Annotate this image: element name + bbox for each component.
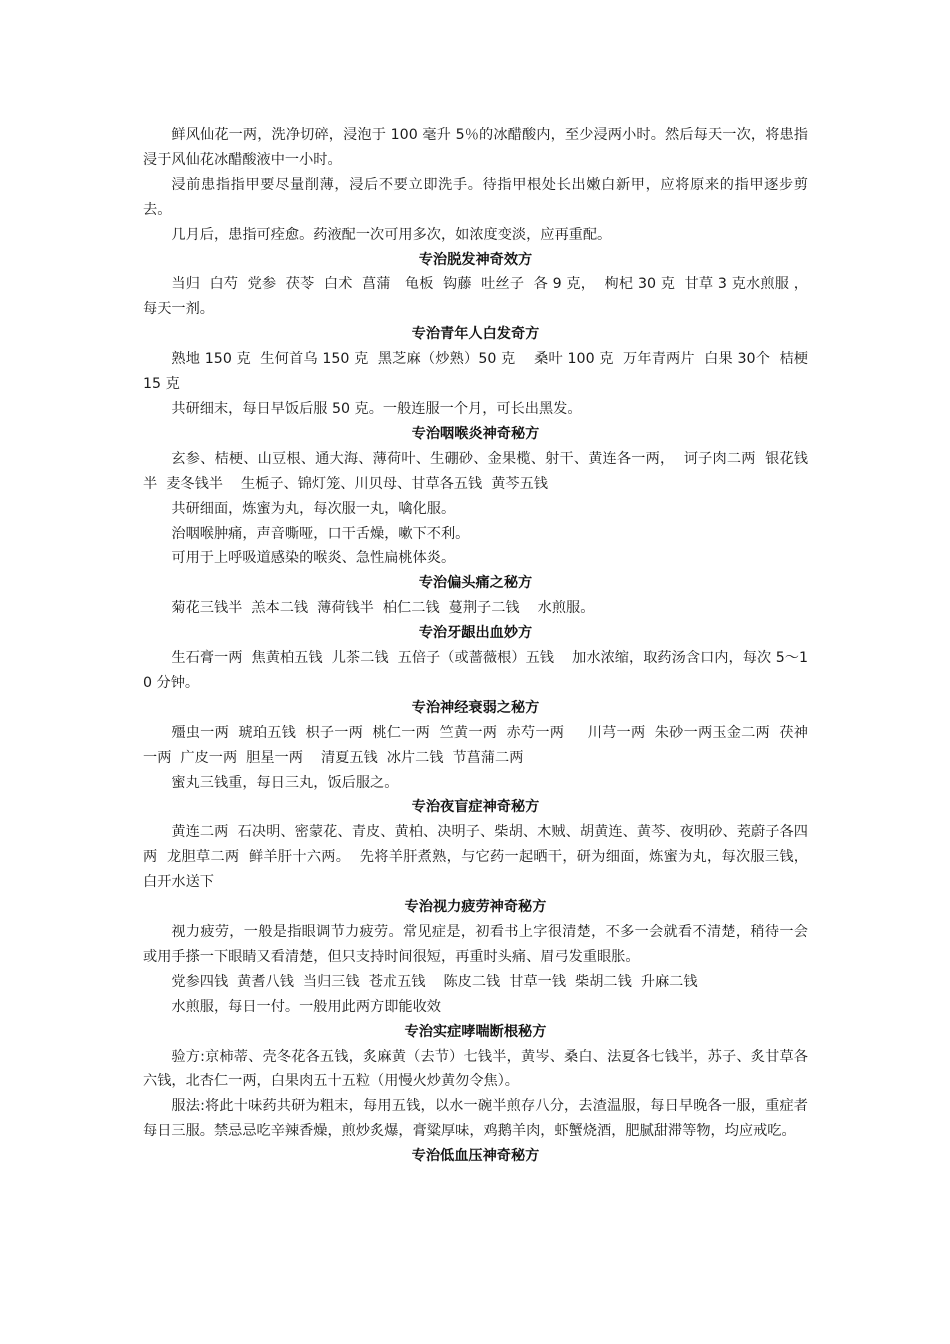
paragraph: 服法:将此十味药共研为粗末，每用五钱，以水一碗半煎存八分，去渣温服，每日早晚各一服，重症者每日三服。禁忌忌吃辛辣香燥，煎炒炙爆，膏粱厚味，鸡鹅羊肉，虾蟹烧酒，肥腻甜滞等物，均应戒吃。: [143, 1098, 808, 1140]
paragraph: 菊花三钱半 羔本二钱 薄荷钱半 柏仁二钱 蔓荆子二钱 水煎服。: [171, 600, 595, 617]
section-heading: 专治咽喉炎神奇秘方: [411, 425, 540, 442]
paragraph: 熟地 150 克 生何首乌 150 克 黑芝麻（炒熟）50 克 桑叶 100 克 万年青两片 白果 30个 桔梗 15 克: [143, 351, 813, 393]
paragraph: 视力疲劳，一般是指眼调节力疲劳。常见症是，初看书上字很清楚，不多一会就看不清楚，稍待一会或用手搽一下眼睛又看清楚，但只支持时间很短，再重时头痛、眉弓发重眼胀。: [143, 924, 808, 965]
section-heading: 专治视力疲劳神奇秘方: [404, 899, 547, 916]
paragraph: 当归 白芍 党参 茯苓 白术 菖蒲 龟板 钩藤 吐丝子 各 9 克， 枸杞 30 克 甘草 3 克水煎服 ，每天一剂。: [143, 276, 808, 318]
document-body: [143, 123, 813, 1169]
paragraph: 浸前患指指甲要尽量削薄，浸后不要立即洗手。待指甲根处长出嫩白新甲，应将原来的指甲逐步剪去。: [143, 176, 808, 218]
section-heading: 专治夜盲症神奇秘方: [411, 799, 540, 816]
paragraph: 党参四钱 黄耆八钱 当归三钱 苍朮五钱 陈皮二钱 甘草一钱 柴胡二钱 升麻二钱: [171, 973, 698, 990]
paragraph: 生石膏一两 焦黄柏五钱 儿茶二钱 五倍子（或蔷薇根）五钱 加水浓缩，取药汤含口内，每次 5～10 分钟。: [143, 650, 808, 691]
section-heading: 专治脱发神奇效方: [418, 251, 533, 268]
paragraph: 殭虫一两 琥珀五钱 枳子一两 桃仁一两 竺黄一两 赤芍一两 川芎一两 朱砂一两玉金二两 茯神一两 广皮一两 胆星一两 清夏五钱 冰片二钱 节菖蒲二两: [143, 724, 808, 766]
paragraph: 黄连二两 石决明、密蒙花、青皮、黄柏、决明子、柴胡、木贼、胡黄连、黄芩、夜明砂、茺蔚子各四两 龙胆草二两 鲜羊肝十六两。 先将羊肝煮熟，与它药一起晒干，研为细面，炼蜜为丸，每次服三钱，白开水送下: [143, 824, 808, 891]
paragraph: 验方:京柿蒂、壳冬花各五钱，炙麻黄（去节）七钱半，黄岑、桑白、法夏各七钱半，苏子、炙甘草各六钱，北杏仁一两，白果肉五十五粒（用慢火炒黄勿令焦）。: [143, 1048, 808, 1090]
paragraph: 共研细末，每日早饭后服 50 克。一般连服一个月，可长出黑发。: [171, 400, 582, 417]
paragraph: 玄参、桔梗、山豆根、通大海、薄荷叶、生硼砂、金果榄、射干、黄连各一两， 诃子肉二两 银花钱半 麦冬钱半 生栀子、锦灯笼、川贝母、甘草各五钱 黄芩五钱: [143, 450, 808, 492]
paragraph: 共研细面，炼蜜为丸，每次服一丸，噙化服。: [171, 500, 456, 517]
paragraph: 几月后，患指可痊愈。药液配一次可用多次，如浓度变淡，应再重配。: [171, 226, 612, 243]
section-heading: 专治低血压神奇秘方: [411, 1148, 540, 1165]
paragraph: 蜜丸三钱重，每日三丸，饭后服之。: [171, 774, 399, 791]
paragraph: 鲜风仙花一两，洗净切碎，浸泡于 100 毫升 5％的冰醋酸内，至少浸两小时。然后每天一次，将患指浸于风仙花冰醋酸液中一小时。: [143, 127, 808, 168]
paragraph: 水煎服，每日一付。一般用此两方即能收效: [171, 998, 441, 1015]
section-heading: 专治偏头痛之秘方: [418, 575, 533, 592]
section-heading: 专治牙龈出血妙方: [418, 625, 533, 642]
section-heading: 专治实症哮喘断根秘方: [404, 1023, 547, 1040]
section-heading: 专治神经衰弱之秘方: [411, 699, 540, 716]
paragraph: 治咽喉肿痛，声音嘶哑，口干舌燥，嗽下不利。: [171, 525, 470, 542]
paragraph: 可用于上呼吸道感染的喉炎、急性扁桃体炎。: [171, 550, 456, 567]
section-heading: 专治青年人白发奇方: [411, 326, 540, 343]
